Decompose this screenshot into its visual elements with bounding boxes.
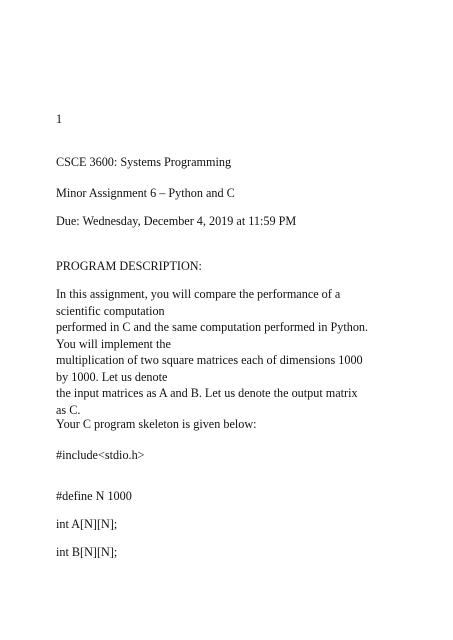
description-line: In this assignment, you will compare the performance of a	[56, 287, 341, 301]
description-line: the input matrices as A and B. Let us denote the output matrix	[56, 386, 358, 400]
code-line-matrix-b: int B[N][N];	[56, 545, 118, 559]
code-line-define: #define N 1000	[56, 489, 132, 503]
description-line: scientific computation	[56, 303, 165, 318]
assignment-title: Minor Assignment 6 – Python and C	[56, 186, 235, 200]
description-line: by 1000. Let us denote	[56, 369, 168, 384]
section-heading: PROGRAM DESCRIPTION:	[56, 259, 202, 273]
description-line: as C.	[56, 402, 81, 417]
course-title: CSCE 3600: Systems Programming	[56, 155, 232, 169]
code-line-include: #include<stdio.h>	[56, 448, 145, 462]
code-line-matrix-a: int A[N][N];	[56, 517, 118, 531]
skeleton-intro: Your C program skeleton is given below:	[56, 417, 257, 431]
description-line: performed in C and the same computation performed in Python.	[56, 320, 369, 334]
description-line: You will implement the	[56, 336, 171, 351]
page-number: 1	[56, 112, 63, 126]
due-date: Due: Wednesday, December 4, 2019 at 11:59 PM	[56, 214, 297, 228]
description-line: multiplication of two square matrices each of dimensions 1000	[56, 353, 363, 367]
program-description	[56, 286, 406, 418]
